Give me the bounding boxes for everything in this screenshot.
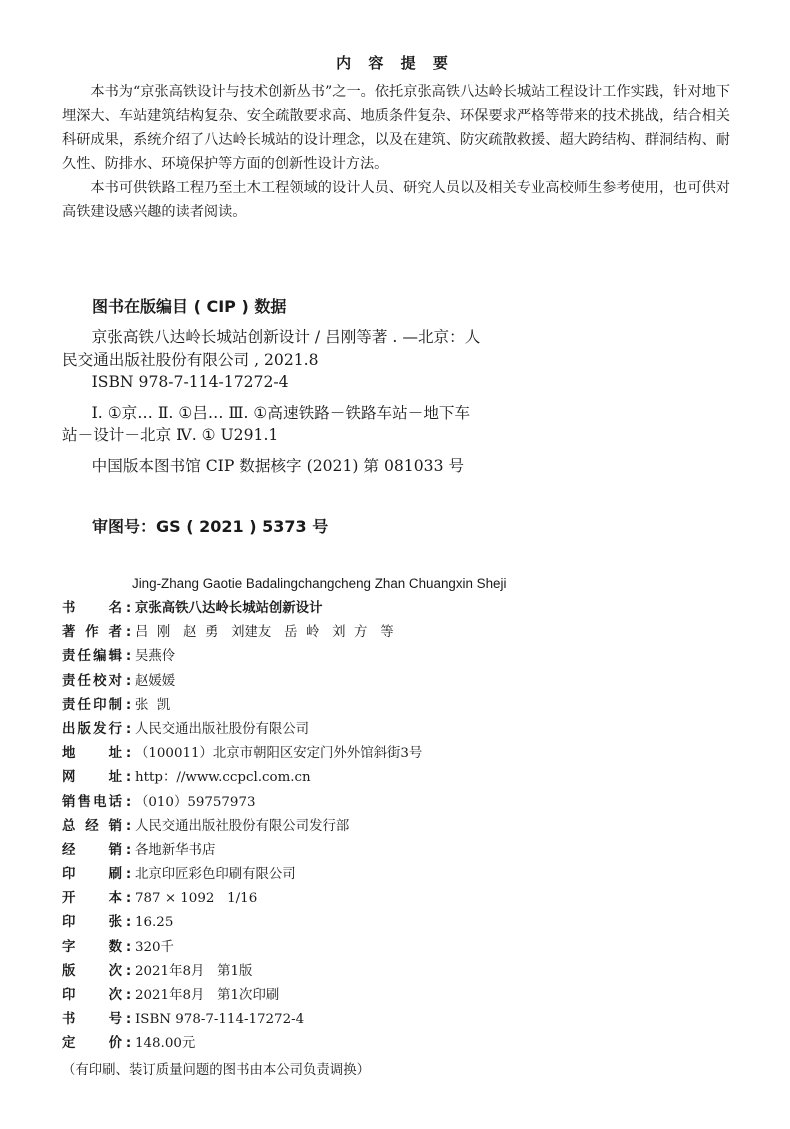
abstract-title: 内 容 提 要 — [336, 54, 454, 72]
colophon-value: 吕 刚 赵 勇 刘建友 岳 岭 刘 方 等 — [135, 625, 394, 641]
cip-bibliographic-record: 京张高铁八达岭长城站创新设计 / 吕刚等著 . —北京：人民交通出版社股份有限公司 , 2021.8 — [62, 328, 481, 369]
colophon-row-address: 地址 : （100011）北京市朝阳区安定门外外馆斜街3号 — [62, 742, 742, 766]
colophon-label: 开本 — [62, 891, 122, 907]
colophon-row-printing: 印次 : 2021年8月 第1次印刷 — [62, 984, 742, 1008]
colophon-label: 印次 — [62, 988, 122, 1003]
colophon-row-word-count: 字数 : 320千 — [62, 936, 742, 960]
colophon-value: 赵媛媛 — [135, 673, 176, 689]
abstract-paragraph-1: 本书为“京张高铁设计与技术创新丛书”之一。依托京张高铁八达岭长城站工程设计工作实践，针对地下埋深大、车站建筑结构复杂、安全疏散要求高、地质条件复杂、环保要求严格等带来的技术挑战，结合相关科研成果，系统介绍了八达岭长城站的设计理念，以及在建筑、防灾疏散救援、超大跨结构、群洞结构、耐久性、防排水、环境保护等方面的创新性设计方法。 — [62, 84, 730, 172]
colophon-label: 印刷 — [62, 867, 122, 883]
colophon-row-print-manager: 责任印制 : 张 凯 — [62, 694, 742, 718]
colophon-label: 出版发行 — [62, 721, 122, 737]
map-review-number: 审图号：GS ( 2021 ) 5373 号 — [92, 517, 329, 536]
colophon-row-title: 书名 : 京张高铁八达岭长城站创新设计 — [62, 597, 742, 621]
colophon-label: 经销 — [62, 842, 122, 858]
colophon-label: 责任校对 — [62, 673, 122, 689]
colophon-row-general-distributor: 总经销 : 人民交通出版社股份有限公司发行部 — [62, 815, 742, 839]
colophon-value: 北京印匠彩色印刷有限公司 — [135, 867, 296, 883]
colophon-value: 320千 — [135, 939, 174, 955]
colophon-row-editor: 责任编辑 : 吴燕伶 — [62, 645, 742, 669]
abstract-paragraph-2: 本书可供铁路工程乃至土木工程领域的设计人员、研究人员以及相关专业高校师生参考使用，也可供对高铁建设感兴趣的读者阅读。 — [62, 180, 730, 220]
colophon-label: 责任印制 — [62, 697, 122, 713]
colophon-row-sales-phone: 销售电话 : （010）59757973 — [62, 791, 742, 815]
colophon-label: 销售电话 — [62, 794, 122, 810]
colophon-row-price: 定价 : 148.00元 — [62, 1032, 742, 1056]
colophon-row-sheets: 印张 : 16.25 — [62, 911, 742, 935]
colophon-label: 书号 — [62, 1012, 122, 1028]
colophon-row-printer: 印刷 : 北京印匠彩色印刷有限公司 — [62, 863, 742, 887]
cip-verification: 中国版本图书馆 CIP 数据核字 (2021) 第 081033 号 — [91, 456, 465, 475]
colophon-row-proofreader: 责任校对 : 赵媛媛 — [62, 670, 742, 694]
colophon-value: 各地新华书店 — [135, 842, 216, 858]
colophon-label: 书名 — [62, 601, 122, 616]
colophon-row-website: 网址 : http：//www.ccpcl.com.cn — [62, 766, 742, 790]
colophon-value: 京张高铁八达岭长城站创新设计 — [135, 601, 323, 616]
colophon-value: 吴燕伶 — [135, 649, 176, 665]
colophon-value: 张 凯 — [135, 697, 171, 713]
colophon-value: 人民交通出版社股份有限公司 — [135, 721, 310, 737]
colophon-label: 网址 — [62, 770, 122, 786]
pinyin-title: Jing-Zhang Gaotie Badalingchangcheng Zhan Chuangxin Sheji — [132, 576, 507, 591]
colophon-value: （010）59757973 — [135, 794, 256, 810]
colophon-value: http：//www.ccpcl.com.cn — [135, 770, 311, 786]
colophon-row-book-number: 书号 : ISBN 978-7-114-17272-4 — [62, 1008, 742, 1032]
colophon-value: 2021年8月 第1次印刷 — [135, 988, 280, 1003]
cip-title: 图书在版编目 ( CIP ) 数据 — [92, 297, 287, 316]
colophon-value: 787 × 1092 1/16 — [135, 891, 258, 907]
colophon-value: 148.00元 — [135, 1036, 196, 1052]
colophon-label: 印张 — [62, 915, 122, 931]
cip-classification: Ⅰ. ①京… Ⅱ. ①吕… Ⅲ. ①高速铁路－铁路车站－地下车站－设计－北京 Ⅳ. ① U291.1 — [62, 403, 471, 444]
colophon-label: 地址 — [62, 746, 122, 762]
colophon-label: 著作者 — [62, 625, 122, 641]
colophon-row-publisher: 出版发行 : 人民交通出版社股份有限公司 — [62, 718, 742, 742]
colophon-value: ISBN 978-7-114-17272-4 — [135, 1012, 305, 1028]
colophon-label: 总经销 — [62, 818, 122, 834]
colophon-row-format: 开本 : 787 × 1092 1/16 — [62, 887, 742, 911]
colophon-value: 人民交通出版社股份有限公司发行部 — [135, 818, 350, 834]
cip-isbn: ISBN 978-7-114-17272-4 — [91, 373, 289, 391]
colophon-value: 2021年8月 第1版 — [135, 963, 253, 979]
colophon-value: 16.25 — [135, 915, 174, 931]
colophon-label: 定价 — [62, 1036, 122, 1052]
colophon-label: 版次 — [62, 963, 122, 979]
quality-note: （有印刷、装订质量问题的图书由本公司负责调换） — [62, 1063, 370, 1078]
colophon — [62, 597, 742, 1057]
cip-record — [62, 326, 482, 477]
colophon-row-authors: 著作者 : 吕 刚 赵 勇 刘建友 岳 岭 刘 方 等 — [62, 621, 742, 645]
colophon-row-distributor: 经销 : 各地新华书店 — [62, 839, 742, 863]
abstract — [62, 80, 730, 224]
colophon-value: （100011）北京市朝阳区安定门外外馆斜街3号 — [135, 746, 423, 762]
colophon-row-edition: 版次 : 2021年8月 第1版 — [62, 960, 742, 984]
colophon-label: 责任编辑 — [62, 649, 122, 665]
colophon-label: 字数 — [62, 939, 122, 955]
